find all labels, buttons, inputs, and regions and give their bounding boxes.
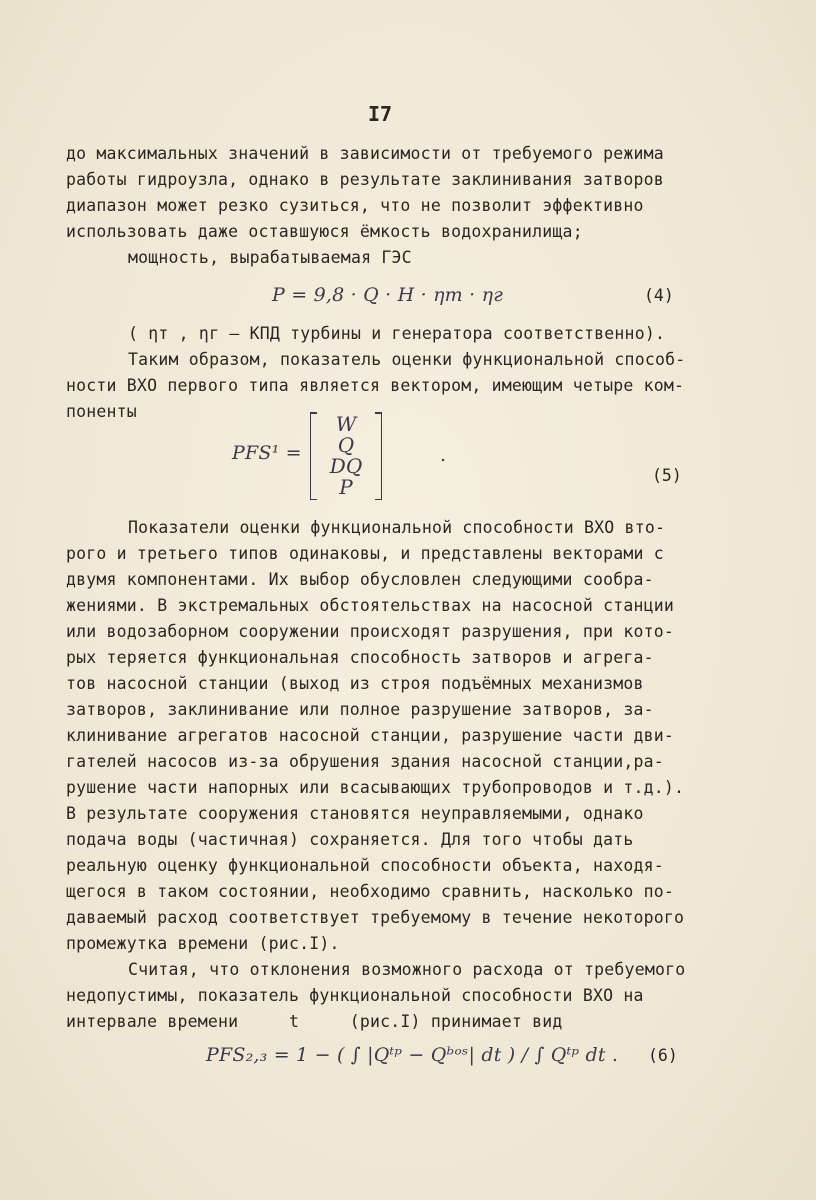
para3-line: жениями. В экстремальных обстоятельствах на насосной станции xyxy=(66,596,675,615)
para3-line: подача воды (частичная) сохраняется. Для того чтобы дать xyxy=(66,830,634,849)
vector-entry: P xyxy=(339,475,353,499)
para3-line: рого и третьего типов одинаковы, и представлены векторами с xyxy=(66,544,664,563)
efficiency-note: ( ηт , ηг – КПД турбины и генератора соответственно). xyxy=(128,324,666,343)
para1-line: диапазон может резко сузиться, что не позволит эффективно xyxy=(66,196,644,215)
para3-line: даваемый расход соответствует требуемому в течение некоторого xyxy=(66,908,685,927)
para2-line: ности ВХО первого типа является вектором, имеющим четыре ком- xyxy=(66,376,685,395)
para3-line: рушение части напорных или всасывающих трубопроводов и т.д.). xyxy=(66,778,685,797)
para2-line: Таким образом, показатель оценки функциональной способ- xyxy=(128,350,686,369)
equation-5-vector xyxy=(310,412,382,500)
para4-line: недопустимы, показатель функциональной способности ВХО на xyxy=(66,986,644,1005)
para3-line: двумя компонентами. Их выбор обусловлен следующими сообра- xyxy=(66,570,654,589)
para3-line: затворов, заклинивание или полное разрушение затворов, за- xyxy=(66,700,654,719)
vector-entry: DQ xyxy=(329,454,363,478)
para3-line: клинивание агрегатов насосной станции, разрушение части дви- xyxy=(66,726,675,745)
vector-entry: W xyxy=(335,412,357,436)
equation-4: P = 9,8 · Q · H · ηт · ηг xyxy=(272,284,504,306)
page-number: I7 xyxy=(368,102,393,126)
para3-line: В результате сооружения становятся неуправляемыми, однако xyxy=(66,804,644,823)
para3-line: реальную оценку функциональной способности объекта, находя- xyxy=(66,856,664,875)
equation-5-dot: . xyxy=(440,444,447,466)
equation-5-number: (5) xyxy=(652,466,682,485)
power-intro: мощность, вырабатываемая ГЭС xyxy=(128,248,412,267)
para3-line: рых теряется функциональная способность затворов и агрега- xyxy=(66,648,654,667)
para4-line: интервале времени t (рис.I) принимает вид xyxy=(66,1012,563,1031)
para3-line: Показатели оценки функциональной способности ВХО вто- xyxy=(128,518,666,537)
para1-line: использовать даже оставшуюся ёмкость водохранилища; xyxy=(66,222,583,241)
equation-6-number: (6) xyxy=(648,1046,678,1065)
para3-line: тов насосной станции (выход из строя подъёмных механизмов xyxy=(66,674,644,693)
equation-5-lhs: PFS¹ = xyxy=(232,442,302,464)
para3-line: щегося в таком состоянии, необходимо сравнить, насколько по- xyxy=(66,882,675,901)
para1-line: до максимальных значений в зависимости от требуемого режима xyxy=(66,144,664,163)
para4-line: Считая, что отклонения возможного расхода от требуемого xyxy=(128,960,686,979)
equation-6: PFS₂,₃ = 1 − ( ∫ |Qᵗᵖ − Qᵇᵒˢ| dt ) / ∫ Qᵗᵖ dt . xyxy=(206,1044,619,1066)
para3-line: промежутка времени (рис.I). xyxy=(66,934,340,953)
para3-line: или водозаборном сооружении происходят разрушения, при кото- xyxy=(66,622,675,641)
vector-entry: Q xyxy=(337,433,355,457)
para1-line: работы гидроузла, однако в результате заклинивания затворов xyxy=(66,170,664,189)
para2-line: поненты xyxy=(66,402,137,421)
para3-line: гателей насосов из-за обрушения здания насосной станции,ра- xyxy=(66,752,664,771)
equation-4-number: (4) xyxy=(644,286,674,305)
